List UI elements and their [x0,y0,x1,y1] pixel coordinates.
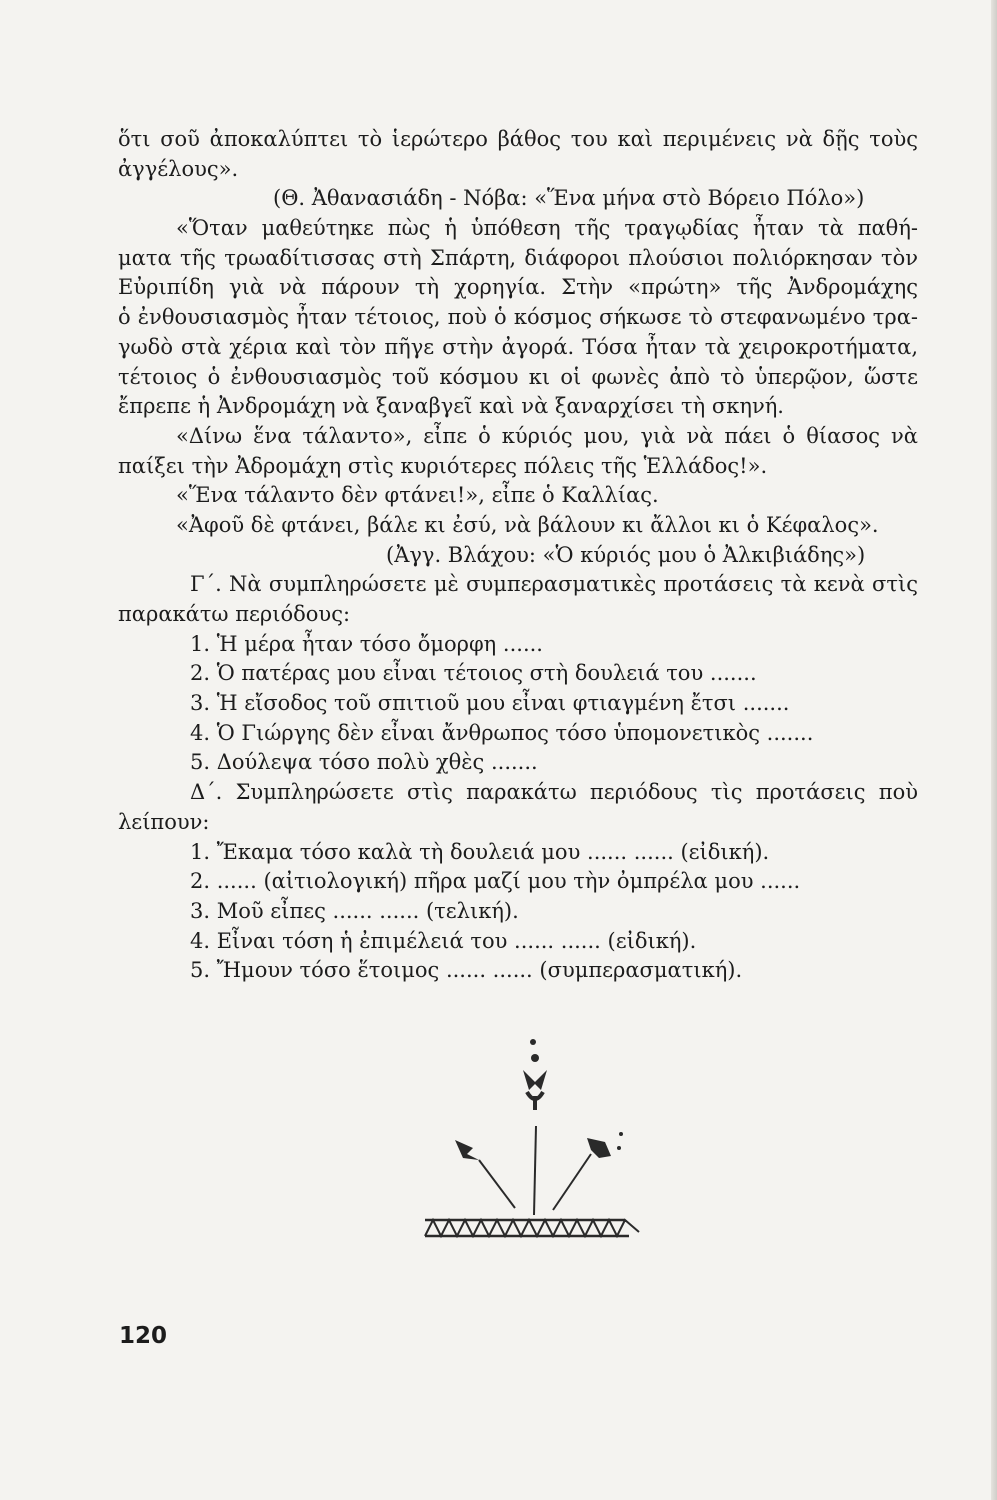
exercise-item: 2. Ὁ πατέρας μου εἶναι τέτοιος στὴ δουλειά του ....... [190,661,757,686]
exercise-item: 4. Ὁ Γιώργης δὲν εἶναι ἄνθρωπος τόσο ὑπομονετικὸς ....... [190,720,814,745]
decorative-ornament-icon [415,1030,645,1245]
text-line: ὅτι σοῦ ἀποκαλύπτει τὸ ἱερώτερο βάθος του καὶ περιμένεις νὰ δῇς τοὺς [118,127,918,151]
text-line: ἀγγέλους». [118,156,239,181]
text-line: παίξει τὴν Ἀδρομάχη στὶς κυριότερες πόλεις τῆς Ἑλλάδος!». [118,453,768,478]
exercise-heading: Δ΄. Συμπληρώσετε στὶς παρακάτω περιόδους τὶς προτάσεις ποὺ [190,780,918,805]
text-line: Εὐριπίδη γιὰ νὰ πάρουν τὴ χορηγία. Στὴν «πρώτη» τῆς Ἀνδρομάχης [118,275,918,300]
exercise-item: 4. Εἶναι τόση ἡ ἐπιμέλειά του ...... ...... (εἰδική). [190,928,697,953]
exercise-item: 5. Ἤμουν τόσο ἕτοιμος ...... ...... (συμπερασματική). [190,958,743,983]
exercise-item: 5. Δούλεψα τόσο πολὺ χθὲς ....... [190,750,538,775]
exercise-item: 2. ...... (αἰτιολογική) πῆρα μαζί μου τὴν ὀμπρέλα μου ...... [190,869,801,894]
page-edge [991,0,997,1500]
text-line: ἔπρεπε ἡ Ἀνδρομάχη νὰ ξαναβγεῖ καὶ νὰ ξαναρχίσει τὴ σκηνή. [118,394,784,419]
page-number: 120 [119,1323,168,1349]
exercise-item: 1. Ἔκαμα τόσο καλὰ τὴ δουλειά μου ...... ...... (εἰδική). [190,839,770,864]
text-line: παρακάτω περιόδους: [118,602,351,626]
text-line: «Ἀφοῦ δὲ φτάνει, βάλε κι ἐσύ, νὰ βάλουν κι ἄλλοι κι ὁ Κέφαλος». [176,512,879,537]
exercise-item: 3. Ἡ εἴσοδος τοῦ σπιτιοῦ μου εἶναι φτιαγμένη ἔτσι ....... [190,691,790,716]
text-line: «Δίνω ἕνα τάλαντο», εἶπε ὁ κύριός μου, γιὰ νὰ πάει ὁ θίασος νὰ [176,423,918,448]
exercise-item: 3. Μοῦ εἶπες ...... ...... (τελική). [190,898,519,923]
source-citation: (Θ. Ἀθανασιάδη - Νόβα: «Ἕνα μήνα στὸ Βόρειο Πόλο») [273,186,865,211]
text-line: «Ἕνα τάλαντο δὲν φτάνει!», εἶπε ὁ Καλλίας. [176,483,659,508]
text-line: ματα τῆς τρωαδίτισσας στὴ Σπάρτη, διάφοροι πλούσιοι πολιόρκησαν τὸν [118,245,918,270]
exercise-heading: Γ΄. Νὰ συμπληρώσετε μὲ συμπερασματικὲς προτάσεις τὰ κενὰ στὶς [190,572,918,597]
text-line: τέτοιος ὁ ἐνθουσιασμὸς τοῦ κόσμου κι οἱ φωνὲς ἀπὸ τὸ ὑπερῷον, ὥστε [118,364,918,389]
text-line: λείπουν: [118,809,210,834]
text-line: ὁ ἐνθουσιασμὸς ἦταν τέτοιος, ποὺ ὁ κόσμος σήκωσε τὸ στεφανωμένο τρα- [118,305,918,330]
source-citation: (Ἀγγ. Βλάχου: «Ὁ κύριός μου ὁ Ἀλκιβιάδης») [386,542,866,567]
page-text [118,125,918,986]
text-line: γωδὸ στὰ χέρια καὶ τὸν πῆγε στὴν ἀγορά. Τόσα ἦταν τὰ χειροκροτήματα, [118,334,918,359]
exercise-item: 1. Ἡ μέρα ἦταν τόσο ὄμορφη ...... [190,631,543,656]
text-line: «Ὅταν μαθεύτηκε πὼς ἡ ὑπόθεση τῆς τραγῳδίας ἦταν τὰ παθή- [176,216,918,241]
